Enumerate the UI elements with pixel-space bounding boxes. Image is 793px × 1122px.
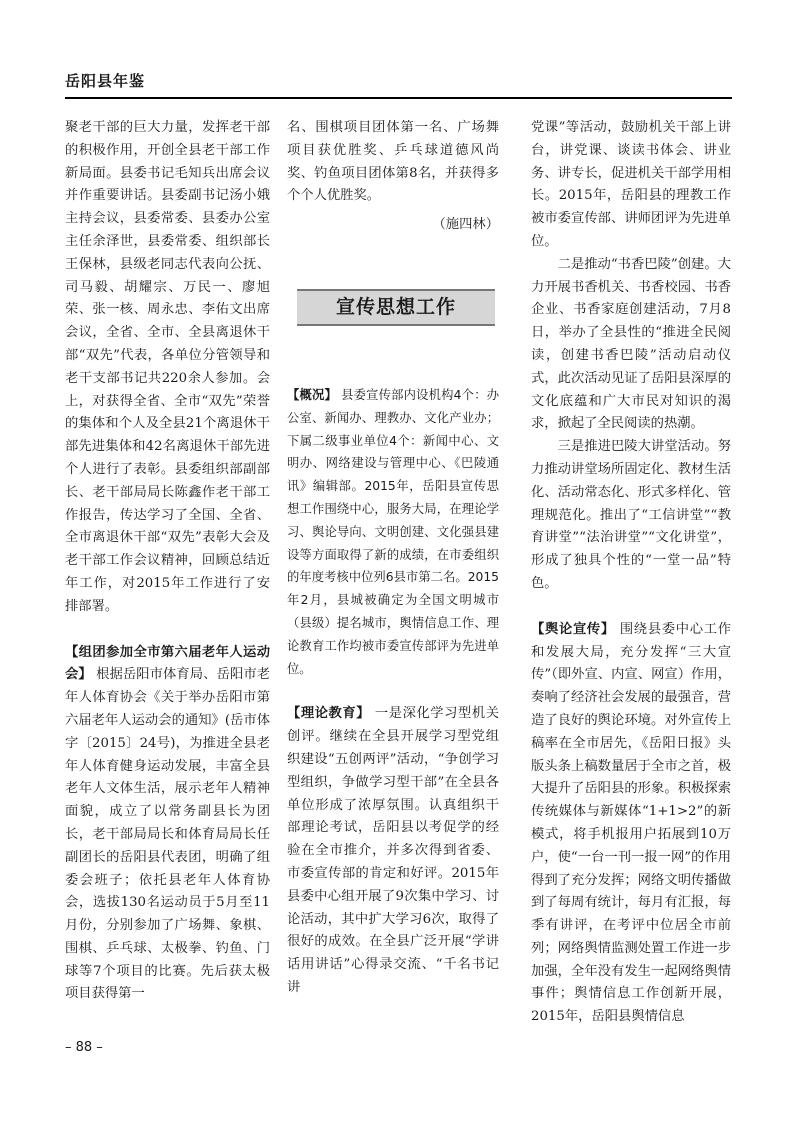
- running-header-title: 岳阳县年鉴: [65, 72, 146, 90]
- column-1: [65, 117, 270, 1006]
- header-rule: [65, 97, 732, 99]
- section-heading-theory-education: 【理论教育】: [287, 706, 371, 722]
- paragraph-awards: 名、围棋项目团体第一名、广场舞项目获优胜奖、乒乓球道德风尚奖、钓鱼项目团体第8名，并获得多个个人优胜奖。: [287, 120, 499, 204]
- paragraph-veteran-cadre-meeting: 聚老干部的巨大力量，发挥老干部的积极作用，开创全县老干部工作新局面。县委书记毛知兵出席会议并作重要讲话。县委副书记汤小娥主持会议，县委常委、县委办公室主任余泽世，县委常委、组织部长王保林，县级老同志代表向公抚、司马毅、胡耀宗、万民一、廖旭荣、张一核、周永忠、李佑文出席会议，全省、全市、全县离退休干部“双先”代表，各单位分管领导和老干支部书记共220余人参加。会上，对获得全省、全市“双先”荣誉的集体和个人及全县21个离退休干部先进集体和42名离退休干部先进个人进行了表彰。县委组织部副部长、老干部局局长陈鑫作老干部工作报告，传达学习了全国、全省、全市离退休干部“双先”表彰大会及老干部工作会议精神，回顾总结近年工作，对2015年工作进行了安排部署。: [65, 120, 270, 614]
- paragraph-book-fragrance: 二是推动“书香巴陵”创建。大力开展书香机关、书香校园、书香企业、书香家庭创建活动，7月8日，举办了全县性的“推进全民阅读，创建书香巴陵”活动启动仪式，此次活动见证了岳阳县深厚的文化底蕴和广大市民对知识的渴求，掀起了全民阅读的热潮。: [531, 256, 731, 432]
- paragraph-body: 县委宣传部内设机构4个：办公室、新闻办、理教办、文化产业办；下属二级事业单位4个：新闻中心、文明办、网络建设与管理中心、《巴陵通讯》编辑部。2015年，岳阳县宣传思想工作围绕中心，服务大局，在理论学习、舆论导向、文明创建、文化强县建设等方面取得了新的成绩，在市委组织的年度考核中位列6县市第二名。2015年2月，县城被确定为全国文明城市（县级）提名城市，舆情信息工作、理论教育工作均被市委宣传部评为先进单位。: [287, 387, 499, 676]
- paragraph-body: 一是深化学习型机关创评。继续在全县开展学习型党组织建设“五创两评”活动，“争创学习型组织，争做学习型干部”在全县各单位形成了浓厚氛围。认真组织干部理论考试，岳阳县以考促学的经验在全市推介，并多次得到省委、市委宣传部的肯定和好评。2015年县委中心组开展了9次集中学习、讨论活动，其中扩大学习6次，取得了很好的成效。在全县广泛开展“学讲话用讲话”心得录交流、“千名书记讲: [287, 706, 499, 995]
- author-credit: （施四林）: [432, 217, 499, 233]
- paragraph-overview: [287, 384, 499, 680]
- section-heading-public-opinion: 【舆论宣传】: [531, 621, 615, 637]
- paragraph-party-lectures: 党课”等活动，鼓励机关干部上讲台，讲党课、谈读书体会、讲业务、讲专长，促进机关干部学用相长。2015年，岳阳县的理教工作被市委宣传部、讲师团评为先进单位。: [531, 120, 731, 249]
- paragraph-baling-lecture-hall: 三是推进巴陵大讲堂活动。努力推动讲堂场所固定化、教材生活化、活动常态化、形式多样化、管理规范化。推出了“工信讲堂”“教育讲堂”“法治讲堂”“文化讲堂”，形成了独具个性的“一堂一品”特色。: [531, 439, 731, 591]
- section-heading-senior-games: 【组团参加全市第六届老年人运动会】: [65, 644, 270, 683]
- column-3: [531, 117, 731, 1029]
- section-heading-overview: 【概况】: [287, 387, 338, 402]
- section-title-banner: [297, 289, 495, 326]
- paragraph-theory-education: [287, 703, 499, 999]
- paragraph-senior-games: [65, 642, 270, 1007]
- paragraph-body: 根据岳阳市体育局、岳阳市老年人体育协会《关于举办岳阳市第六届老年人运动会的通知》(岳市体字〔2015〕24号)，为推进全县老年人体育健身运动发展，丰富全县老年人文体生活，展示老年人精神面貌，成立了以常务副县长为团长，老干部局局长和体育局局长任副团长的岳阳县代表团，明确了组委会班子；依托县老年人体育协会，选拔130名运动员于5月至11月份，分别参加了广场舞、象棋、围棋、乒乓球、太极拳、钓鱼、门球等7个项目的比赛。先后获太极项目获得第一: [65, 667, 271, 1002]
- column-2: [287, 117, 499, 1000]
- paragraph-body: 围绕县委中心工作和发展大局，充分发挥“三大宣传”（即外宣、内宣、网宣）作用，奏响了经济社会发展的最强音，营造了良好的舆论环境。对外宣传上稿率在全市居先，《岳阳日报》头版头条上稿数量居于全市之首，极大提升了岳阳县的形象。积极探索传统媒体与新媒体“1+1>2”的新模式，将手机报用户拓展到10万户，使“一台一刊一报一网”的作用得到了充分发挥；网络文明传播做到了每周有统计，每月有汇报，每季有讲评，在考评中位居全市前列；网络舆情监测处置工作进一步加强，全年没有发生一起网络舆情事件；舆情信息工作创新开展，2015年，岳阳县舆情信息: [531, 621, 732, 1025]
- section-title: 宣传思想工作: [335, 296, 456, 319]
- paragraph-public-opinion: [531, 619, 731, 1029]
- page-number: – 88 –: [65, 1040, 103, 1055]
